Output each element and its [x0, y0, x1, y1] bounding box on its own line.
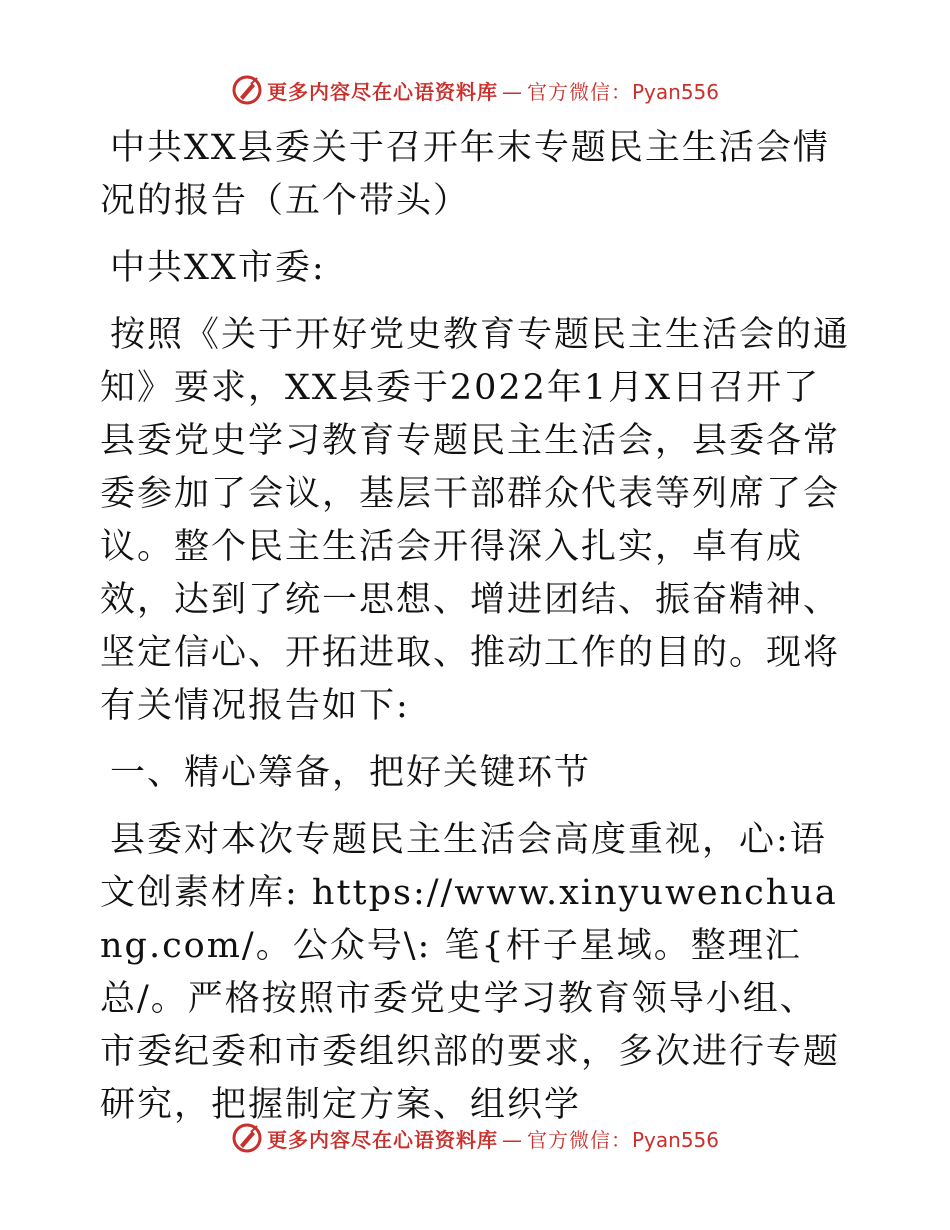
document-body: [100, 122, 850, 1146]
watermark-text: [267, 76, 719, 105]
body-paragraph-1: 按照《关于开好党史教育专题民主生活会的通知》要求，XX县委于2022年1月X日召开了县委党史学习教育专题民主生活会，县委各常委参加了会议，基层干部群众代表等列席了会议。整个民主生活会开得深入扎实，卓有成效，达到了统一思想、增进团结、振奋精神、坚定信心、开拓进取、推动工作的目的。现将有关情况报告如下:: [100, 315, 851, 726]
pen-logo-icon: [231, 74, 263, 106]
document-title: 中共XX县委关于召开年末专题民主生活会情况的报告（五个带头）: [100, 128, 830, 221]
section-heading-1: 一、精心筹备，把好关键环节: [110, 753, 592, 793]
watermark-separator: —: [501, 1127, 523, 1152]
watermark-footer: [0, 1118, 950, 1158]
pen-logo-icon: [231, 1122, 263, 1154]
watermark-wechat-id: Pyan556: [631, 79, 719, 104]
watermark-label: 官方微信：: [526, 79, 632, 104]
watermark-brand: 更多内容尽在心语资料库: [266, 1127, 498, 1152]
watermark-text: [267, 1124, 719, 1153]
document-salutation: 中共XX市委:: [110, 248, 326, 288]
watermark-brand: 更多内容尽在心语资料库: [266, 79, 498, 104]
watermark-separator: —: [501, 79, 523, 104]
body-paragraph-2: 县委对本次专题民主生活会高度重视，心:语文创素材库: https://www.xinyuwenchuang.com/。公众号\: 笔{杆子星域。整理汇总/。严格按照市委党史学习教育领导小组、市委纪委和市委组织部的要求，多次进行专题研究，把握制定方案、组织学: [100, 820, 841, 1125]
watermark-header: [0, 70, 950, 110]
watermark-label: 官方微信：: [526, 1127, 632, 1152]
watermark-wechat-id: Pyan556: [631, 1127, 719, 1152]
